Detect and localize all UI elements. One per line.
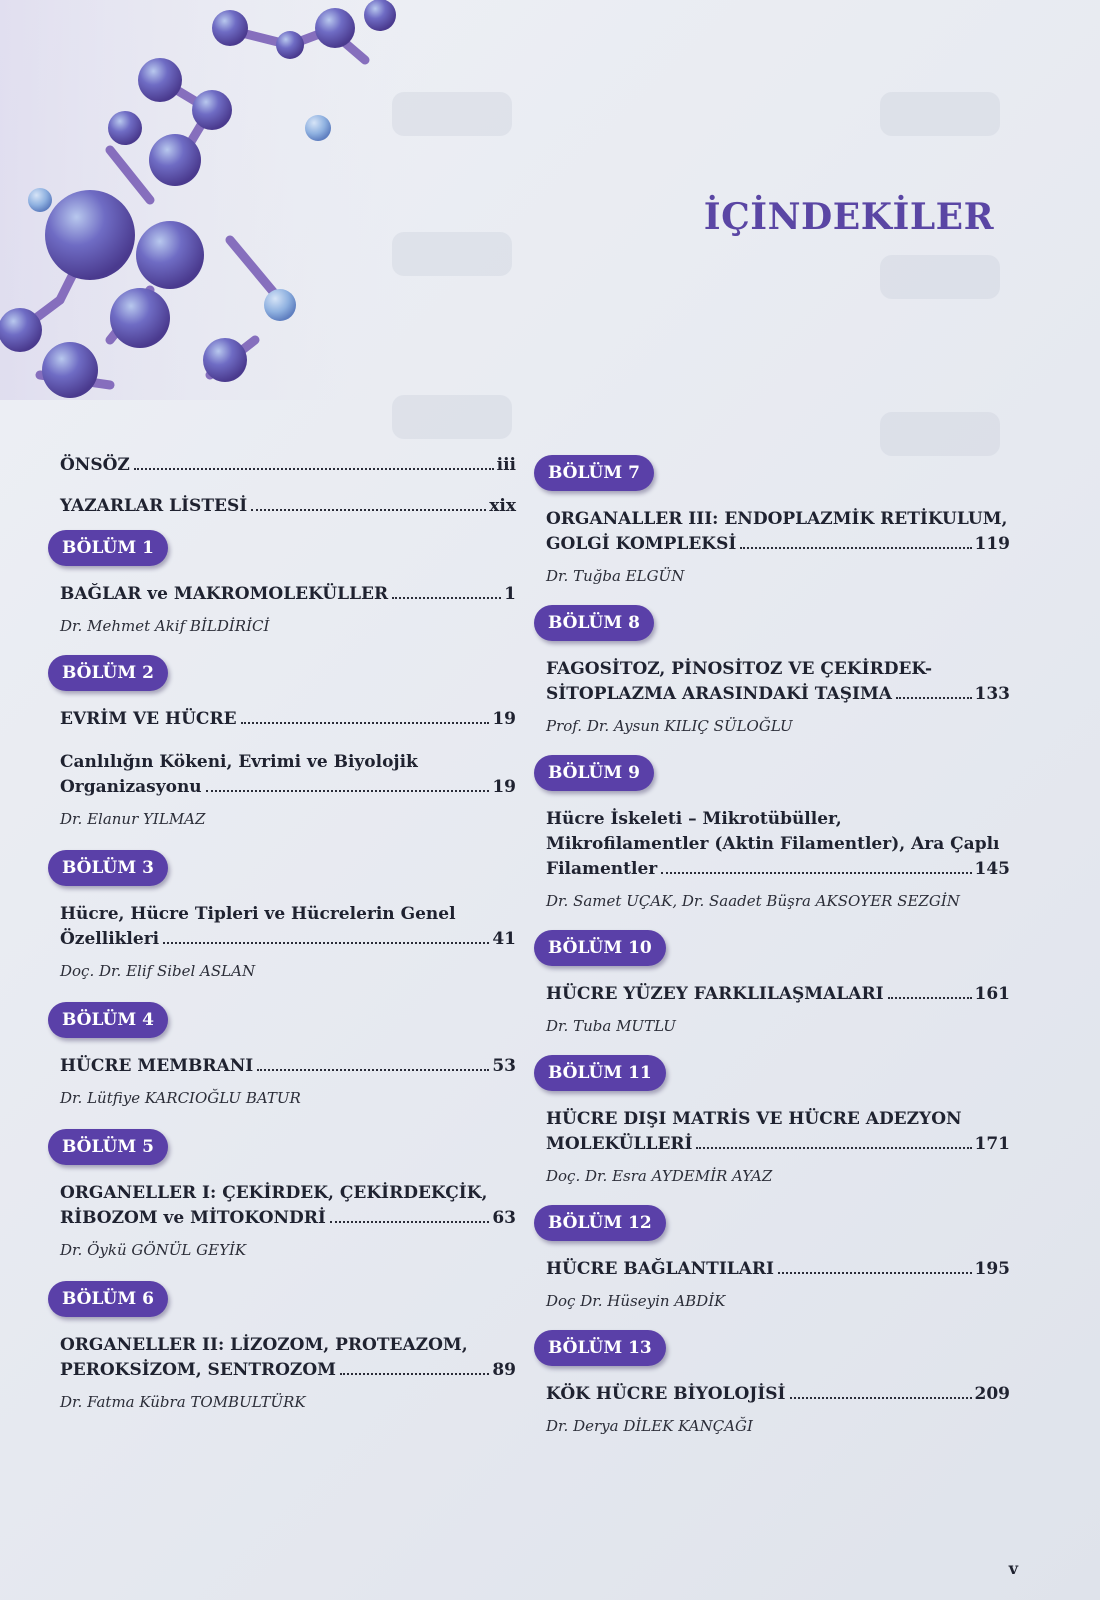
chapter-block <box>534 605 1010 735</box>
chapter-author: Dr. Mehmet Akif BİLDİRİCİ <box>60 617 270 635</box>
page-number: iii <box>496 455 516 475</box>
toc-entry[interactable] <box>60 582 516 607</box>
page-number: 53 <box>492 1056 516 1076</box>
chapter-block <box>48 530 516 635</box>
dot-leader <box>661 872 971 874</box>
toc-entry-last-line <box>546 532 1010 557</box>
ghost-shape <box>880 412 1000 456</box>
page-number: 19 <box>492 777 516 797</box>
dot-leader <box>392 597 501 599</box>
chapter-block <box>534 755 1010 910</box>
dot-leader <box>778 1272 971 1274</box>
chapter-block <box>48 1281 516 1411</box>
dot-leader <box>696 1147 971 1149</box>
toc-entry-last-line <box>546 1132 1010 1157</box>
ghost-shape <box>392 92 512 136</box>
toc-entry-title: HÜCRE BAĞLANTILARI <box>546 1259 775 1279</box>
chapter-author: Doç. Dr. Elif Sibel ASLAN <box>60 962 256 980</box>
chapter-author: Dr. Tuba MUTLU <box>546 1017 676 1035</box>
toc-entry-last-line <box>546 857 1010 882</box>
toc-entry[interactable] <box>60 1181 516 1231</box>
chapter-author: Doç. Dr. Esra AYDEMİR AYAZ <box>546 1167 773 1185</box>
toc-entry-title-line: Mikrofilamentler (Aktin Filamentler), Ara Çaplı <box>546 834 1000 854</box>
dot-leader <box>340 1373 489 1375</box>
dot-leader <box>134 468 494 470</box>
chapter-author: Dr. Fatma Kübra TOMBULTÜRK <box>60 1393 306 1411</box>
chapter-badge[interactable]: BÖLÜM 10 <box>534 930 666 966</box>
toc-entry-last-line <box>60 1358 516 1383</box>
toc-entry-title-line: ORGANELLER I: ÇEKİRDEK, ÇEKİRDEKÇİK, <box>60 1183 488 1203</box>
chapter-author: Dr. Derya DİLEK KANÇAĞI <box>546 1417 753 1435</box>
toc-entry[interactable] <box>546 657 1010 707</box>
toc-entry[interactable] <box>60 902 516 952</box>
chapter-badge[interactable]: BÖLÜM 9 <box>534 755 654 791</box>
toc-entry-title-line: FAGOSİTOZ, PİNOSİTOZ VE ÇEKİRDEK- <box>546 659 933 679</box>
toc-entry[interactable] <box>60 1333 516 1383</box>
toc-entry[interactable] <box>60 750 516 800</box>
chapter-block <box>534 1205 1010 1310</box>
chapter-block <box>534 1330 1010 1435</box>
page-number: 41 <box>492 929 516 949</box>
dot-leader <box>163 942 489 944</box>
toc-column-right <box>534 455 1010 1435</box>
toc-entry[interactable] <box>546 1382 1010 1407</box>
toc-entry-title: HÜCRE MEMBRANI <box>60 1056 254 1076</box>
toc-entry-last-line <box>60 707 516 732</box>
dot-leader <box>740 547 971 549</box>
dot-leader <box>330 1221 489 1223</box>
toc-entry-title: ÖNSÖZ <box>60 455 130 475</box>
chapter-badge[interactable]: BÖLÜM 3 <box>48 850 168 886</box>
toc-entry-title: EVRİM VE HÜCRE <box>60 709 237 729</box>
chapter-author: Dr. Samet UÇAK, Dr. Saadet Büşra AKSOYER SEZGİN <box>546 892 960 910</box>
toc-entry-last-line <box>60 582 516 607</box>
page-number: 209 <box>974 1384 1010 1404</box>
chapter-badge[interactable]: BÖLÜM 11 <box>534 1055 666 1091</box>
toc-entry-title-line: ORGANELLER II: LİZOZOM, PROTEAZOM, <box>60 1335 468 1355</box>
ghost-shape <box>392 232 512 276</box>
dot-leader <box>257 1069 489 1071</box>
chapter-author: Doç Dr. Hüseyin ABDİK <box>546 1292 726 1310</box>
dot-leader <box>888 997 972 999</box>
toc-entry-title-line: HÜCRE DIŞI MATRİS VE HÜCRE ADEZYON <box>546 1109 962 1129</box>
toc-entry-last-line <box>60 775 516 800</box>
chapter-badge[interactable]: BÖLÜM 8 <box>534 605 654 641</box>
chapter-badge[interactable]: BÖLÜM 1 <box>48 530 168 566</box>
page-number: 145 <box>974 859 1010 879</box>
toc-entry-last-line <box>60 1206 516 1231</box>
toc-entry-title: HÜCRE YÜZEY FARKLILAŞMALARI <box>546 984 884 1004</box>
page-number: 161 <box>974 984 1010 1004</box>
toc-entry-title: PEROKSİZOM, SENTROZOM <box>60 1360 336 1380</box>
toc-entry-last-line <box>60 1054 516 1079</box>
chapter-block <box>534 455 1010 585</box>
chapter-block <box>48 1129 516 1259</box>
chapter-list-right <box>534 455 1010 1435</box>
chapter-badge[interactable]: BÖLÜM 4 <box>48 1002 168 1038</box>
toc-entry[interactable] <box>546 1107 1010 1157</box>
toc-entry-title-line: Hücre İskeleti – Mikrotübüller, <box>546 809 842 829</box>
chapter-badge[interactable]: BÖLÜM 7 <box>534 455 654 491</box>
toc-entry-title: SİTOPLAZMA ARASINDAKİ TAŞIMA <box>546 684 892 704</box>
toc-entry[interactable] <box>546 507 1010 557</box>
toc-entry-title: BAĞLAR ve MAKROMOLEKÜLLER <box>60 584 389 604</box>
toc-entry[interactable] <box>546 1257 1010 1282</box>
dot-leader <box>241 722 490 724</box>
toc-entry[interactable] <box>60 1054 516 1079</box>
dot-leader <box>790 1397 972 1399</box>
page-number: 171 <box>974 1134 1010 1154</box>
page-number: 195 <box>974 1259 1010 1279</box>
toc-entry-title: Özellikleri <box>60 929 160 949</box>
toc-entry-last-line <box>546 1382 1010 1407</box>
toc-entry-title: RİBOZOM ve MİTOKONDRİ <box>60 1208 326 1228</box>
page-number: xix <box>489 496 516 516</box>
toc-entry-last-line <box>60 927 516 952</box>
toc-entry-title: Organizasyonu <box>60 777 202 797</box>
toc-entry-title: YAZARLAR LİSTESİ <box>60 496 248 516</box>
toc-entry[interactable] <box>60 707 516 732</box>
toc-entry-title-line: Canlılığın Kökeni, Evrimi ve Biyolojik <box>60 752 418 772</box>
page-title: İÇİNDEKİLER <box>703 196 994 238</box>
chapter-author: Dr. Lütfiye KARCIOĞLU BATUR <box>60 1089 301 1107</box>
chapter-author: Dr. Öykü GÖNÜL GEYİK <box>60 1241 247 1259</box>
chapter-badge[interactable]: BÖLÜM 6 <box>48 1281 168 1317</box>
dot-leader <box>206 790 490 792</box>
chapter-author: Dr. Tuğba ELGÜN <box>546 567 685 585</box>
chapter-block <box>48 1002 516 1107</box>
toc-entry[interactable] <box>546 982 1010 1007</box>
chapter-badge[interactable]: BÖLÜM 12 <box>534 1205 666 1241</box>
ghost-shape <box>392 395 512 439</box>
chapter-badge[interactable]: BÖLÜM 13 <box>534 1330 666 1366</box>
page-number: 63 <box>492 1208 516 1228</box>
chapter-author: Dr. Elanur YILMAZ <box>60 810 206 828</box>
footer-page-number: v <box>1008 1559 1018 1578</box>
chapter-badge[interactable]: BÖLÜM 2 <box>48 655 168 691</box>
page-number: 19 <box>492 709 516 729</box>
chapter-block <box>534 1055 1010 1185</box>
toc-entry-title-line: Hücre, Hücre Tipleri ve Hücrelerin Genel <box>60 904 456 924</box>
chapter-badge[interactable]: BÖLÜM 5 <box>48 1129 168 1165</box>
chapter-block <box>48 850 516 980</box>
ghost-shape <box>880 255 1000 299</box>
toc-front-preface[interactable] <box>60 455 516 475</box>
toc-entry-title-line: ORGANALLER III: ENDOPLAZMİK RETİKULUM, <box>546 509 1008 529</box>
molecule-decoration-icon <box>0 0 470 400</box>
dot-leader <box>896 697 972 699</box>
chapter-author: Prof. Dr. Aysun KILIÇ SÜLOĞLU <box>546 717 793 735</box>
toc-entry-last-line <box>546 1257 1010 1282</box>
toc-column-left <box>48 455 516 1411</box>
page-number: 1 <box>504 584 516 604</box>
page-number: 133 <box>974 684 1010 704</box>
toc-front-authors[interactable] <box>60 496 516 516</box>
chapter-list-left <box>48 530 516 1411</box>
chapter-block <box>534 930 1010 1035</box>
chapter-block <box>48 655 516 828</box>
dot-leader <box>251 509 486 511</box>
toc-entry-last-line <box>546 682 1010 707</box>
toc-entry-title: Filamentler <box>546 859 658 879</box>
toc-entry-last-line <box>546 982 1010 1007</box>
toc-entry[interactable] <box>546 807 1010 882</box>
toc-entry-title: GOLGİ KOMPLEKSİ <box>546 534 737 554</box>
toc-entry-title: MOLEKÜLLERİ <box>546 1134 693 1154</box>
toc-entry-title: KÖK HÜCRE BİYOLOJİSİ <box>546 1384 786 1404</box>
page-number: 119 <box>974 534 1010 554</box>
page-number: 89 <box>492 1360 516 1380</box>
ghost-shape <box>880 92 1000 136</box>
